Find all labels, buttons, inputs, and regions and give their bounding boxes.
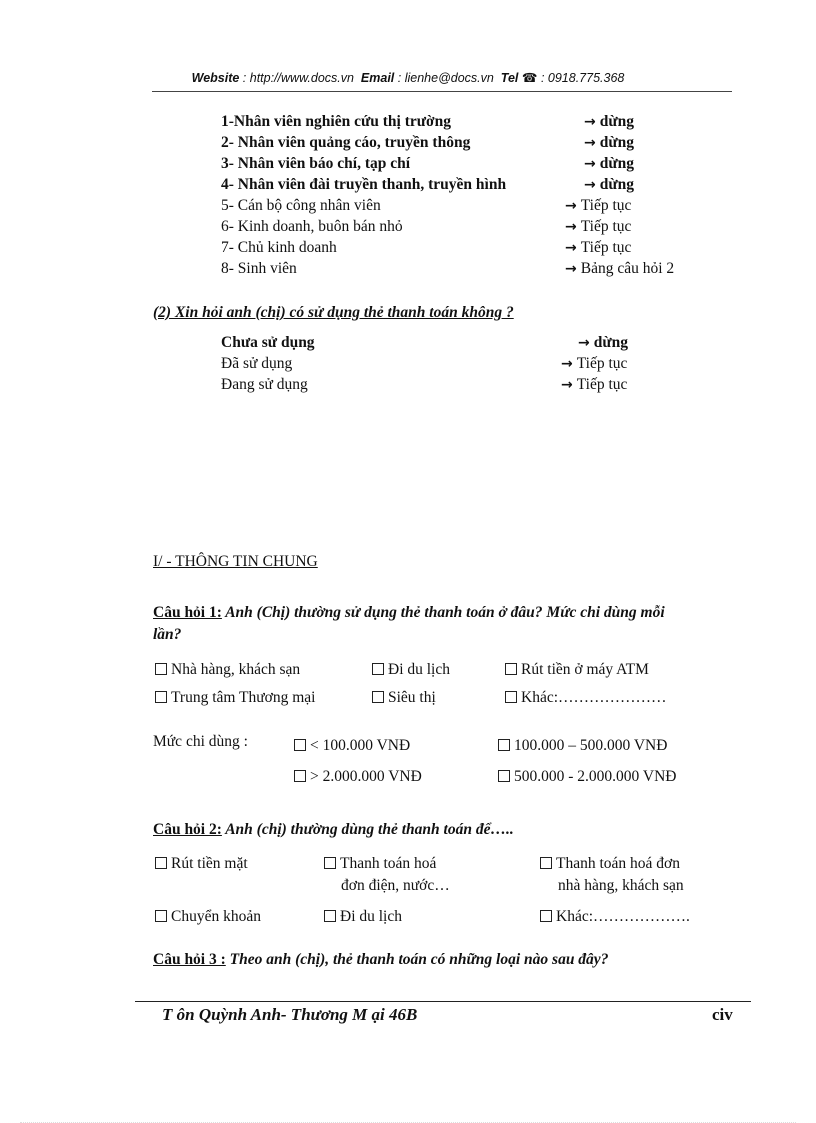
- action-label: dừng: [593, 334, 629, 351]
- checkbox-icon[interactable]: [155, 857, 167, 869]
- occupation-action-7: [565, 239, 631, 257]
- question-2: [153, 821, 514, 839]
- arrow-right-icon: →: [584, 177, 596, 193]
- checkbox-spend-3[interactable]: [294, 768, 422, 786]
- arrow-right-icon: →: [565, 219, 577, 235]
- checkbox-label: 500.000 - 2.000.000 VNĐ: [514, 768, 677, 785]
- page-header: [0, 70, 816, 85]
- arrow-right-icon: →: [565, 198, 577, 214]
- action-label: dừng: [599, 155, 635, 172]
- tel-label: Tel: [500, 71, 519, 85]
- arrow-right-icon: →: [584, 135, 596, 151]
- section-title: I/ - THÔNG TIN CHUNG: [153, 553, 318, 570]
- checkbox-place-5[interactable]: [372, 689, 436, 707]
- checkbox-place-4[interactable]: [155, 689, 315, 707]
- occupation-item-7: 7- Chủ kinh doanh: [221, 239, 337, 256]
- arrow-right-icon: →: [561, 377, 573, 393]
- checkbox-icon[interactable]: [498, 739, 510, 751]
- checkbox-place-6[interactable]: [505, 689, 667, 707]
- action-label: dừng: [599, 113, 635, 130]
- checkbox-icon[interactable]: [505, 691, 517, 703]
- occupation-item-5: 5- Cán bộ công nhân viên: [221, 197, 381, 214]
- checkbox-icon[interactable]: [372, 691, 384, 703]
- checkbox-icon[interactable]: [155, 910, 167, 922]
- checkbox-spend-1[interactable]: [294, 737, 410, 755]
- occupation-item-8: 8- Sinh viên: [221, 260, 297, 277]
- action-label: dừng: [599, 176, 635, 193]
- occupation-item-6: 6- Kinh doanh, buôn bán nhỏ: [221, 218, 403, 235]
- occupation-action-3: [584, 155, 634, 173]
- checkbox-icon[interactable]: [540, 857, 552, 869]
- checkbox-label: Đi du lịch: [340, 908, 402, 925]
- checkbox-icon[interactable]: [155, 663, 167, 675]
- action-label: Tiếp tục: [580, 218, 632, 235]
- action-label: dừng: [599, 134, 635, 151]
- occupation-action-4: [584, 176, 634, 194]
- checkbox-purpose-4[interactable]: [155, 908, 261, 926]
- checkbox-label: < 100.000 VNĐ: [310, 737, 411, 754]
- checkbox-icon[interactable]: [324, 910, 336, 922]
- email-sep: :: [394, 71, 405, 85]
- email-value[interactable]: lienhe@docs.vn: [404, 71, 494, 85]
- question-3-label: Câu hỏi 3 :: [153, 951, 226, 968]
- checkbox-label: Đi du lịch: [388, 661, 450, 678]
- occupation-item-4: 4- Nhân viên đài truyền thanh, truyền hình: [221, 176, 507, 193]
- spend-label: Mức chi dùng :: [153, 733, 248, 750]
- footer-divider: [135, 1001, 751, 1002]
- occupation-item-2: 2- Nhân viên quảng cáo, truyền thông: [221, 134, 471, 151]
- checkbox-label: 100.000 – 500.000 VNĐ: [514, 737, 668, 754]
- website-url[interactable]: http://www.docs.vn: [249, 71, 354, 85]
- website-label: Website: [191, 71, 240, 85]
- checkbox-purpose-2-line2: đơn điện, nước…: [341, 877, 450, 894]
- email-label: Email: [360, 71, 395, 85]
- arrow-right-icon: →: [584, 114, 596, 130]
- screening-option-3: Đang sử dụng: [221, 376, 308, 393]
- checkbox-icon[interactable]: [498, 770, 510, 782]
- screening-action-3: [561, 376, 627, 394]
- screening-action-1: [578, 334, 628, 352]
- arrow-right-icon: →: [561, 356, 573, 372]
- checkbox-label: Siêu thị: [388, 689, 436, 706]
- checkbox-purpose-6[interactable]: [540, 908, 690, 926]
- checkbox-purpose-1[interactable]: [155, 855, 248, 873]
- screening-action-2: [561, 355, 627, 373]
- occupation-action-8: [565, 260, 674, 278]
- checkbox-label: Rút tiền ở máy ATM: [521, 661, 649, 678]
- checkbox-label: Chuyển khoản: [171, 908, 261, 925]
- checkbox-purpose-5[interactable]: [324, 908, 402, 926]
- arrow-right-icon: →: [565, 240, 577, 256]
- checkbox-icon[interactable]: [505, 663, 517, 675]
- question-1: [153, 604, 665, 622]
- website-sep: :: [239, 71, 250, 85]
- checkbox-label: Rút tiền mặt: [171, 855, 248, 872]
- checkbox-purpose-3-line2: nhà hàng, khách sạn: [558, 877, 684, 894]
- question-1-text: Anh (Chị) thường sử dụng thẻ thanh toán ở đâu? Mức chi dùng mỗi: [221, 604, 665, 621]
- question-1-text-cont: lần?: [153, 626, 182, 643]
- checkbox-label: Khác:…………………: [521, 689, 667, 706]
- action-label: Tiếp tục: [576, 376, 628, 393]
- checkbox-purpose-3[interactable]: [540, 855, 680, 873]
- checkbox-icon[interactable]: [294, 770, 306, 782]
- checkbox-place-2[interactable]: [372, 661, 450, 679]
- action-label: Tiếp tục: [576, 355, 628, 372]
- checkbox-spend-2[interactable]: [498, 737, 667, 755]
- action-label: Tiếp tục: [580, 197, 632, 214]
- checkbox-purpose-2[interactable]: [324, 855, 436, 873]
- occupation-action-1: [584, 113, 634, 131]
- occupation-item-3: 3- Nhân viên báo chí, tạp chí: [221, 155, 411, 172]
- page-number: civ: [712, 1005, 733, 1024]
- screening-option-1: Chưa sử dụng: [221, 334, 315, 351]
- checkbox-place-1[interactable]: [155, 661, 300, 679]
- occupation-action-6: [565, 218, 631, 236]
- question-3-text: Theo anh (chị), thẻ thanh toán có những loại nào sau đây?: [225, 951, 609, 968]
- question-2-text: Anh (chị) thường dùng thẻ thanh toán để…..: [221, 821, 514, 838]
- arrow-right-icon: →: [578, 335, 590, 351]
- checkbox-label: > 2.000.000 VNĐ: [310, 768, 422, 785]
- checkbox-icon[interactable]: [155, 691, 167, 703]
- tel-value: : 0918.775.368: [537, 71, 625, 85]
- screening-question: (2) Xin hỏi anh (chị) có sử dụng thẻ thanh toán không ?: [153, 304, 514, 321]
- footer-author: T ôn Quỳnh Anh- Thương M ại 46B: [162, 1005, 418, 1024]
- question-1-label: Câu hỏi 1:: [153, 604, 222, 621]
- checkbox-icon[interactable]: [540, 910, 552, 922]
- arrow-right-icon: →: [565, 261, 577, 277]
- checkbox-label: Khác:……………….: [556, 908, 690, 925]
- checkbox-place-3[interactable]: [505, 661, 649, 679]
- question-2-label: Câu hỏi 2:: [153, 821, 222, 838]
- screening-option-2: Đã sử dụng: [221, 355, 293, 372]
- action-label: Tiếp tục: [580, 239, 632, 256]
- occupation-action-2: [584, 134, 634, 152]
- checkbox-icon[interactable]: [324, 857, 336, 869]
- arrow-right-icon: →: [584, 156, 596, 172]
- occupation-action-5: [565, 197, 631, 215]
- checkbox-label: Thanh toán hoá: [340, 855, 437, 872]
- question-3: [153, 951, 608, 969]
- checkbox-icon[interactable]: [372, 663, 384, 675]
- action-label: Bảng câu hỏi 2: [580, 260, 675, 277]
- header-divider: [152, 91, 732, 92]
- checkbox-label: Nhà hàng, khách sạn: [171, 661, 301, 678]
- checkbox-spend-4[interactable]: [498, 768, 676, 786]
- occupation-item-1: 1-Nhân viên nghiên cứu thị trường: [221, 113, 452, 130]
- checkbox-label: Trung tâm Thương mại: [171, 689, 316, 706]
- checkbox-icon[interactable]: [294, 739, 306, 751]
- phone-icon: ☎: [521, 71, 538, 85]
- checkbox-label: Thanh toán hoá đơn: [556, 855, 680, 872]
